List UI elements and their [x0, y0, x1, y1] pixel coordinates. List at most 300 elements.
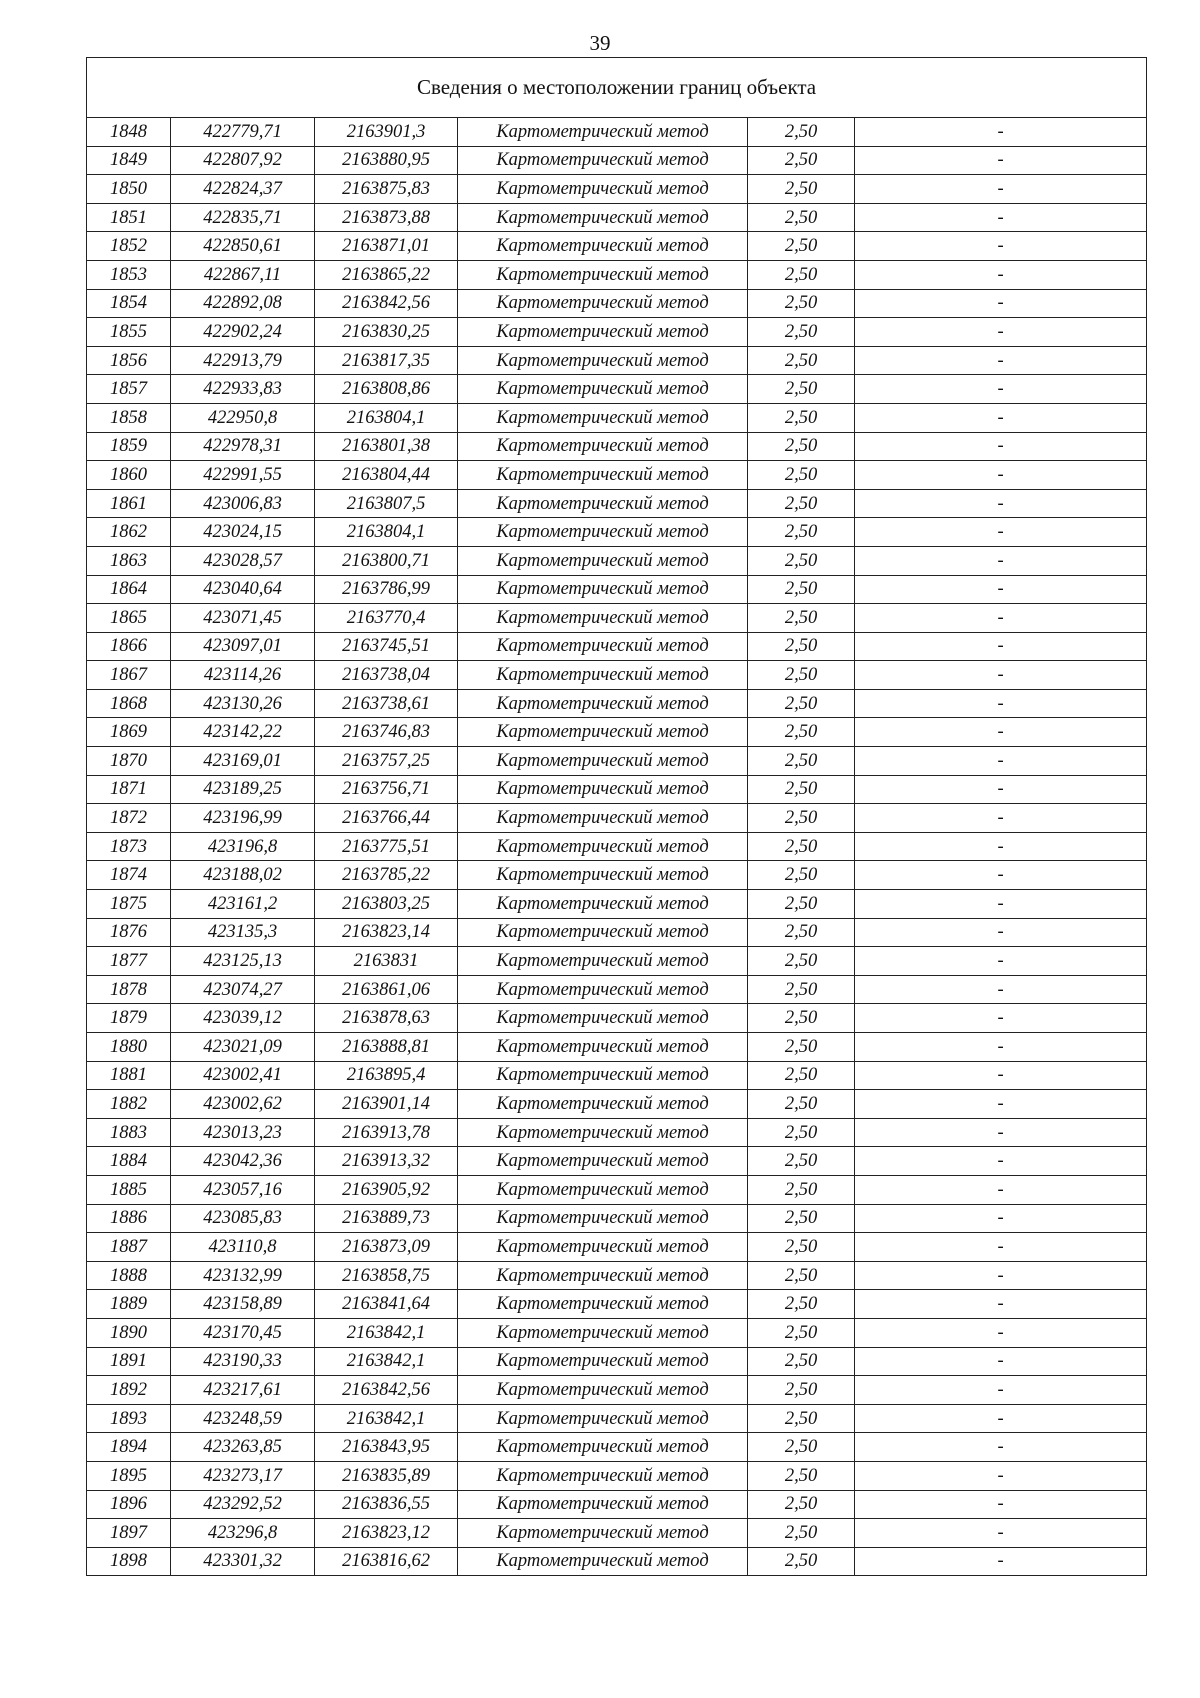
- method-cell: Картометрический метод: [458, 318, 748, 347]
- method-cell: Картометрический метод: [458, 832, 748, 861]
- point-number-cell: 1860: [87, 461, 171, 490]
- remark-cell: -: [855, 632, 1147, 661]
- point-number-cell: 1886: [87, 1204, 171, 1233]
- table-row: [87, 203, 1147, 232]
- method-cell: Картометрический метод: [458, 146, 748, 175]
- accuracy-cell: 2,50: [748, 947, 855, 976]
- table-row: [87, 1147, 1147, 1176]
- x-coordinate-cell: 423196,8: [171, 832, 315, 861]
- x-coordinate-cell: 423013,23: [171, 1118, 315, 1147]
- remark-cell: -: [855, 1490, 1147, 1519]
- point-number-cell: 1862: [87, 518, 171, 547]
- point-number-cell: 1854: [87, 289, 171, 318]
- point-number-cell: 1891: [87, 1347, 171, 1376]
- accuracy-cell: 2,50: [748, 518, 855, 547]
- table-row: [87, 832, 1147, 861]
- method-cell: Картометрический метод: [458, 747, 748, 776]
- table-row: [87, 1061, 1147, 1090]
- point-number-cell: 1848: [87, 118, 171, 147]
- accuracy-cell: 2,50: [748, 918, 855, 947]
- remark-cell: -: [855, 1547, 1147, 1576]
- method-cell: Картометрический метод: [458, 1376, 748, 1405]
- table-row: [87, 489, 1147, 518]
- method-cell: Картометрический метод: [458, 489, 748, 518]
- method-cell: Картометрический метод: [458, 1433, 748, 1462]
- x-coordinate-cell: 423114,26: [171, 661, 315, 690]
- x-coordinate-cell: 423085,83: [171, 1204, 315, 1233]
- accuracy-cell: 2,50: [748, 1118, 855, 1147]
- method-cell: Картометрический метод: [458, 375, 748, 404]
- table-row: [87, 604, 1147, 633]
- point-number-cell: 1870: [87, 747, 171, 776]
- y-coordinate-cell: 2163757,25: [315, 747, 458, 776]
- method-cell: Картометрический метод: [458, 1261, 748, 1290]
- method-cell: Картометрический метод: [458, 403, 748, 432]
- table-row: [87, 1376, 1147, 1405]
- point-number-cell: 1873: [87, 832, 171, 861]
- accuracy-cell: 2,50: [748, 1318, 855, 1347]
- method-cell: Картометрический метод: [458, 1090, 748, 1119]
- method-cell: Картометрический метод: [458, 518, 748, 547]
- point-number-cell: 1883: [87, 1118, 171, 1147]
- table-row: [87, 260, 1147, 289]
- point-number-cell: 1892: [87, 1376, 171, 1405]
- x-coordinate-cell: 423002,62: [171, 1090, 315, 1119]
- accuracy-cell: 2,50: [748, 1547, 855, 1576]
- remark-cell: -: [855, 575, 1147, 604]
- point-number-cell: 1861: [87, 489, 171, 518]
- method-cell: Картометрический метод: [458, 289, 748, 318]
- method-cell: Картометрический метод: [458, 1147, 748, 1176]
- point-number-cell: 1871: [87, 775, 171, 804]
- y-coordinate-cell: 2163804,1: [315, 403, 458, 432]
- y-coordinate-cell: 2163816,62: [315, 1547, 458, 1576]
- x-coordinate-cell: 423263,85: [171, 1433, 315, 1462]
- table-row: [87, 918, 1147, 947]
- x-coordinate-cell: 423301,32: [171, 1547, 315, 1576]
- x-coordinate-cell: 423057,16: [171, 1175, 315, 1204]
- method-cell: Картометрический метод: [458, 1461, 748, 1490]
- remark-cell: -: [855, 175, 1147, 204]
- remark-cell: -: [855, 1033, 1147, 1062]
- y-coordinate-cell: 2163905,92: [315, 1175, 458, 1204]
- accuracy-cell: 2,50: [748, 604, 855, 633]
- method-cell: Картометрический метод: [458, 1519, 748, 1548]
- table-title-row: [87, 58, 1147, 118]
- method-cell: Картометрический метод: [458, 432, 748, 461]
- point-number-cell: 1880: [87, 1033, 171, 1062]
- table-row: [87, 1261, 1147, 1290]
- remark-cell: -: [855, 403, 1147, 432]
- y-coordinate-cell: 2163785,22: [315, 861, 458, 890]
- table-row: [87, 1347, 1147, 1376]
- remark-cell: -: [855, 1061, 1147, 1090]
- accuracy-cell: 2,50: [748, 1404, 855, 1433]
- accuracy-cell: 2,50: [748, 461, 855, 490]
- x-coordinate-cell: 423217,61: [171, 1376, 315, 1405]
- method-cell: Картометрический метод: [458, 1547, 748, 1576]
- y-coordinate-cell: 2163836,55: [315, 1490, 458, 1519]
- x-coordinate-cell: 422835,71: [171, 203, 315, 232]
- x-coordinate-cell: 423071,45: [171, 604, 315, 633]
- point-number-cell: 1863: [87, 546, 171, 575]
- remark-cell: -: [855, 461, 1147, 490]
- table-row: [87, 947, 1147, 976]
- point-number-cell: 1868: [87, 689, 171, 718]
- remark-cell: -: [855, 1204, 1147, 1233]
- point-number-cell: 1885: [87, 1175, 171, 1204]
- table-row: [87, 1175, 1147, 1204]
- x-coordinate-cell: 423135,3: [171, 918, 315, 947]
- remark-cell: -: [855, 890, 1147, 919]
- method-cell: Картометрический метод: [458, 260, 748, 289]
- method-cell: Картометрический метод: [458, 661, 748, 690]
- method-cell: Картометрический метод: [458, 1318, 748, 1347]
- table-row: [87, 1204, 1147, 1233]
- method-cell: Картометрический метод: [458, 575, 748, 604]
- remark-cell: -: [855, 861, 1147, 890]
- table-row: [87, 346, 1147, 375]
- method-cell: Картометрический метод: [458, 975, 748, 1004]
- remark-cell: -: [855, 747, 1147, 776]
- y-coordinate-cell: 2163766,44: [315, 804, 458, 833]
- remark-cell: -: [855, 1347, 1147, 1376]
- table-row: [87, 146, 1147, 175]
- y-coordinate-cell: 2163823,12: [315, 1519, 458, 1548]
- point-number-cell: 1865: [87, 604, 171, 633]
- table-row: [87, 689, 1147, 718]
- accuracy-cell: 2,50: [748, 718, 855, 747]
- y-coordinate-cell: 2163803,25: [315, 890, 458, 919]
- y-coordinate-cell: 2163746,83: [315, 718, 458, 747]
- accuracy-cell: 2,50: [748, 1204, 855, 1233]
- accuracy-cell: 2,50: [748, 1233, 855, 1262]
- accuracy-cell: 2,50: [748, 1061, 855, 1090]
- table-row: [87, 1461, 1147, 1490]
- y-coordinate-cell: 2163842,1: [315, 1318, 458, 1347]
- accuracy-cell: 2,50: [748, 1033, 855, 1062]
- remark-cell: -: [855, 546, 1147, 575]
- remark-cell: -: [855, 1233, 1147, 1262]
- accuracy-cell: 2,50: [748, 432, 855, 461]
- x-coordinate-cell: 422978,31: [171, 432, 315, 461]
- y-coordinate-cell: 2163745,51: [315, 632, 458, 661]
- accuracy-cell: 2,50: [748, 1004, 855, 1033]
- y-coordinate-cell: 2163842,1: [315, 1404, 458, 1433]
- method-cell: Картометрический метод: [458, 861, 748, 890]
- point-number-cell: 1858: [87, 403, 171, 432]
- remark-cell: -: [855, 318, 1147, 347]
- accuracy-cell: 2,50: [748, 661, 855, 690]
- method-cell: Картометрический метод: [458, 918, 748, 947]
- y-coordinate-cell: 2163807,5: [315, 489, 458, 518]
- y-coordinate-cell: 2163880,95: [315, 146, 458, 175]
- y-coordinate-cell: 2163875,83: [315, 175, 458, 204]
- remark-cell: -: [855, 232, 1147, 261]
- x-coordinate-cell: 423196,99: [171, 804, 315, 833]
- point-number-cell: 1852: [87, 232, 171, 261]
- remark-cell: -: [855, 918, 1147, 947]
- table-row: [87, 1090, 1147, 1119]
- method-cell: Картометрический метод: [458, 1490, 748, 1519]
- method-cell: Картометрический метод: [458, 775, 748, 804]
- x-coordinate-cell: 422933,83: [171, 375, 315, 404]
- table-body: [87, 118, 1147, 1576]
- accuracy-cell: 2,50: [748, 632, 855, 661]
- point-number-cell: 1893: [87, 1404, 171, 1433]
- method-cell: Картометрический метод: [458, 804, 748, 833]
- accuracy-cell: 2,50: [748, 832, 855, 861]
- y-coordinate-cell: 2163738,04: [315, 661, 458, 690]
- point-number-cell: 1859: [87, 432, 171, 461]
- y-coordinate-cell: 2163865,22: [315, 260, 458, 289]
- x-coordinate-cell: 422913,79: [171, 346, 315, 375]
- point-number-cell: 1855: [87, 318, 171, 347]
- point-number-cell: 1866: [87, 632, 171, 661]
- table-row: [87, 432, 1147, 461]
- remark-cell: -: [855, 346, 1147, 375]
- y-coordinate-cell: 2163817,35: [315, 346, 458, 375]
- accuracy-cell: 2,50: [748, 118, 855, 147]
- table-row: [87, 661, 1147, 690]
- remark-cell: -: [855, 718, 1147, 747]
- point-number-cell: 1875: [87, 890, 171, 919]
- table-row: [87, 232, 1147, 261]
- page-number: 39: [589, 31, 611, 55]
- y-coordinate-cell: 2163895,4: [315, 1061, 458, 1090]
- y-coordinate-cell: 2163871,01: [315, 232, 458, 261]
- accuracy-cell: 2,50: [748, 232, 855, 261]
- point-number-cell: 1889: [87, 1290, 171, 1319]
- point-number-cell: 1894: [87, 1433, 171, 1462]
- remark-cell: -: [855, 1404, 1147, 1433]
- method-cell: Картометрический метод: [458, 1233, 748, 1262]
- accuracy-cell: 2,50: [748, 575, 855, 604]
- boundary-coordinates-table: [86, 57, 1147, 1576]
- x-coordinate-cell: 423161,2: [171, 890, 315, 919]
- x-coordinate-cell: 423024,15: [171, 518, 315, 547]
- method-cell: Картометрический метод: [458, 1404, 748, 1433]
- remark-cell: -: [855, 489, 1147, 518]
- accuracy-cell: 2,50: [748, 175, 855, 204]
- remark-cell: -: [855, 1118, 1147, 1147]
- remark-cell: -: [855, 203, 1147, 232]
- accuracy-cell: 2,50: [748, 203, 855, 232]
- x-coordinate-cell: 423190,33: [171, 1347, 315, 1376]
- remark-cell: -: [855, 804, 1147, 833]
- accuracy-cell: 2,50: [748, 1261, 855, 1290]
- y-coordinate-cell: 2163878,63: [315, 1004, 458, 1033]
- accuracy-cell: 2,50: [748, 146, 855, 175]
- point-number-cell: 1857: [87, 375, 171, 404]
- accuracy-cell: 2,50: [748, 1433, 855, 1462]
- point-number-cell: 1884: [87, 1147, 171, 1176]
- remark-cell: -: [855, 947, 1147, 976]
- method-cell: Картометрический метод: [458, 1033, 748, 1062]
- accuracy-cell: 2,50: [748, 1461, 855, 1490]
- point-number-cell: 1881: [87, 1061, 171, 1090]
- point-number-cell: 1872: [87, 804, 171, 833]
- x-coordinate-cell: 422850,61: [171, 232, 315, 261]
- remark-cell: -: [855, 1004, 1147, 1033]
- x-coordinate-cell: 422902,24: [171, 318, 315, 347]
- accuracy-cell: 2,50: [748, 375, 855, 404]
- remark-cell: -: [855, 1433, 1147, 1462]
- method-cell: Картометрический метод: [458, 947, 748, 976]
- point-number-cell: 1849: [87, 146, 171, 175]
- table-row: [87, 1547, 1147, 1576]
- y-coordinate-cell: 2163841,64: [315, 1290, 458, 1319]
- x-coordinate-cell: 422779,71: [171, 118, 315, 147]
- remark-cell: -: [855, 1376, 1147, 1405]
- table-row: [87, 118, 1147, 147]
- table-row: [87, 289, 1147, 318]
- remark-cell: -: [855, 375, 1147, 404]
- x-coordinate-cell: 423040,64: [171, 575, 315, 604]
- accuracy-cell: 2,50: [748, 1347, 855, 1376]
- y-coordinate-cell: 2163770,4: [315, 604, 458, 633]
- point-number-cell: 1867: [87, 661, 171, 690]
- point-number-cell: 1874: [87, 861, 171, 890]
- x-coordinate-cell: 423042,36: [171, 1147, 315, 1176]
- y-coordinate-cell: 2163842,56: [315, 1376, 458, 1405]
- point-number-cell: 1851: [87, 203, 171, 232]
- remark-cell: -: [855, 689, 1147, 718]
- method-cell: Картометрический метод: [458, 175, 748, 204]
- accuracy-cell: 2,50: [748, 260, 855, 289]
- y-coordinate-cell: 2163804,1: [315, 518, 458, 547]
- y-coordinate-cell: 2163823,14: [315, 918, 458, 947]
- point-number-cell: 1864: [87, 575, 171, 604]
- method-cell: Картометрический метод: [458, 203, 748, 232]
- x-coordinate-cell: 423074,27: [171, 975, 315, 1004]
- table-row: [87, 1318, 1147, 1347]
- table-title: Сведения о местоположении границ объекта: [87, 58, 1147, 118]
- y-coordinate-cell: 2163800,71: [315, 546, 458, 575]
- y-coordinate-cell: 2163835,89: [315, 1461, 458, 1490]
- accuracy-cell: 2,50: [748, 890, 855, 919]
- y-coordinate-cell: 2163888,81: [315, 1033, 458, 1062]
- x-coordinate-cell: 423169,01: [171, 747, 315, 776]
- remark-cell: -: [855, 289, 1147, 318]
- point-number-cell: 1888: [87, 1261, 171, 1290]
- x-coordinate-cell: 423097,01: [171, 632, 315, 661]
- accuracy-cell: 2,50: [748, 747, 855, 776]
- remark-cell: -: [855, 432, 1147, 461]
- x-coordinate-cell: 423189,25: [171, 775, 315, 804]
- table-row: [87, 1404, 1147, 1433]
- x-coordinate-cell: 423130,26: [171, 689, 315, 718]
- accuracy-cell: 2,50: [748, 318, 855, 347]
- method-cell: Картометрический метод: [458, 1347, 748, 1376]
- point-number-cell: 1898: [87, 1547, 171, 1576]
- accuracy-cell: 2,50: [748, 289, 855, 318]
- table-row: [87, 375, 1147, 404]
- y-coordinate-cell: 2163873,88: [315, 203, 458, 232]
- method-cell: Картометрический метод: [458, 632, 748, 661]
- accuracy-cell: 2,50: [748, 546, 855, 575]
- remark-cell: -: [855, 1147, 1147, 1176]
- y-coordinate-cell: 2163775,51: [315, 832, 458, 861]
- point-number-cell: 1877: [87, 947, 171, 976]
- point-number-cell: 1895: [87, 1461, 171, 1490]
- x-coordinate-cell: 423039,12: [171, 1004, 315, 1033]
- remark-cell: -: [855, 604, 1147, 633]
- remark-cell: -: [855, 260, 1147, 289]
- table-row: [87, 775, 1147, 804]
- method-cell: Картометрический метод: [458, 718, 748, 747]
- point-number-cell: 1850: [87, 175, 171, 204]
- accuracy-cell: 2,50: [748, 975, 855, 1004]
- y-coordinate-cell: 2163738,61: [315, 689, 458, 718]
- x-coordinate-cell: 423188,02: [171, 861, 315, 890]
- remark-cell: -: [855, 146, 1147, 175]
- x-coordinate-cell: 423273,17: [171, 1461, 315, 1490]
- y-coordinate-cell: 2163858,75: [315, 1261, 458, 1290]
- accuracy-cell: 2,50: [748, 804, 855, 833]
- remark-cell: -: [855, 1261, 1147, 1290]
- y-coordinate-cell: 2163801,38: [315, 432, 458, 461]
- x-coordinate-cell: 422950,8: [171, 403, 315, 432]
- y-coordinate-cell: 2163756,71: [315, 775, 458, 804]
- accuracy-cell: 2,50: [748, 1376, 855, 1405]
- y-coordinate-cell: 2163901,14: [315, 1090, 458, 1119]
- remark-cell: -: [855, 1290, 1147, 1319]
- remark-cell: -: [855, 1090, 1147, 1119]
- x-coordinate-cell: 422824,37: [171, 175, 315, 204]
- accuracy-cell: 2,50: [748, 861, 855, 890]
- method-cell: Картометрический метод: [458, 1004, 748, 1033]
- method-cell: Картометрический метод: [458, 118, 748, 147]
- table-row: [87, 1519, 1147, 1548]
- x-coordinate-cell: 423132,99: [171, 1261, 315, 1290]
- table-row: [87, 1290, 1147, 1319]
- table-row: [87, 318, 1147, 347]
- table-row: [87, 861, 1147, 890]
- point-number-cell: 1882: [87, 1090, 171, 1119]
- x-coordinate-cell: 423292,52: [171, 1490, 315, 1519]
- y-coordinate-cell: 2163830,25: [315, 318, 458, 347]
- x-coordinate-cell: 423002,41: [171, 1061, 315, 1090]
- method-cell: Картометрический метод: [458, 461, 748, 490]
- remark-cell: -: [855, 661, 1147, 690]
- point-number-cell: 1878: [87, 975, 171, 1004]
- y-coordinate-cell: 2163842,56: [315, 289, 458, 318]
- table-row: [87, 575, 1147, 604]
- remark-cell: -: [855, 1175, 1147, 1204]
- table-row: [87, 1233, 1147, 1262]
- x-coordinate-cell: 422991,55: [171, 461, 315, 490]
- x-coordinate-cell: 423110,8: [171, 1233, 315, 1262]
- accuracy-cell: 2,50: [748, 1490, 855, 1519]
- accuracy-cell: 2,50: [748, 689, 855, 718]
- remark-cell: -: [855, 518, 1147, 547]
- method-cell: Картометрический метод: [458, 1204, 748, 1233]
- x-coordinate-cell: 423296,8: [171, 1519, 315, 1548]
- method-cell: Картометрический метод: [458, 346, 748, 375]
- accuracy-cell: 2,50: [748, 403, 855, 432]
- y-coordinate-cell: 2163873,09: [315, 1233, 458, 1262]
- accuracy-cell: 2,50: [748, 1175, 855, 1204]
- table-row: [87, 747, 1147, 776]
- method-cell: Картометрический метод: [458, 1290, 748, 1319]
- point-number-cell: 1869: [87, 718, 171, 747]
- table-row: [87, 1118, 1147, 1147]
- method-cell: Картометрический метод: [458, 1118, 748, 1147]
- table-row: [87, 890, 1147, 919]
- x-coordinate-cell: 422892,08: [171, 289, 315, 318]
- y-coordinate-cell: 2163786,99: [315, 575, 458, 604]
